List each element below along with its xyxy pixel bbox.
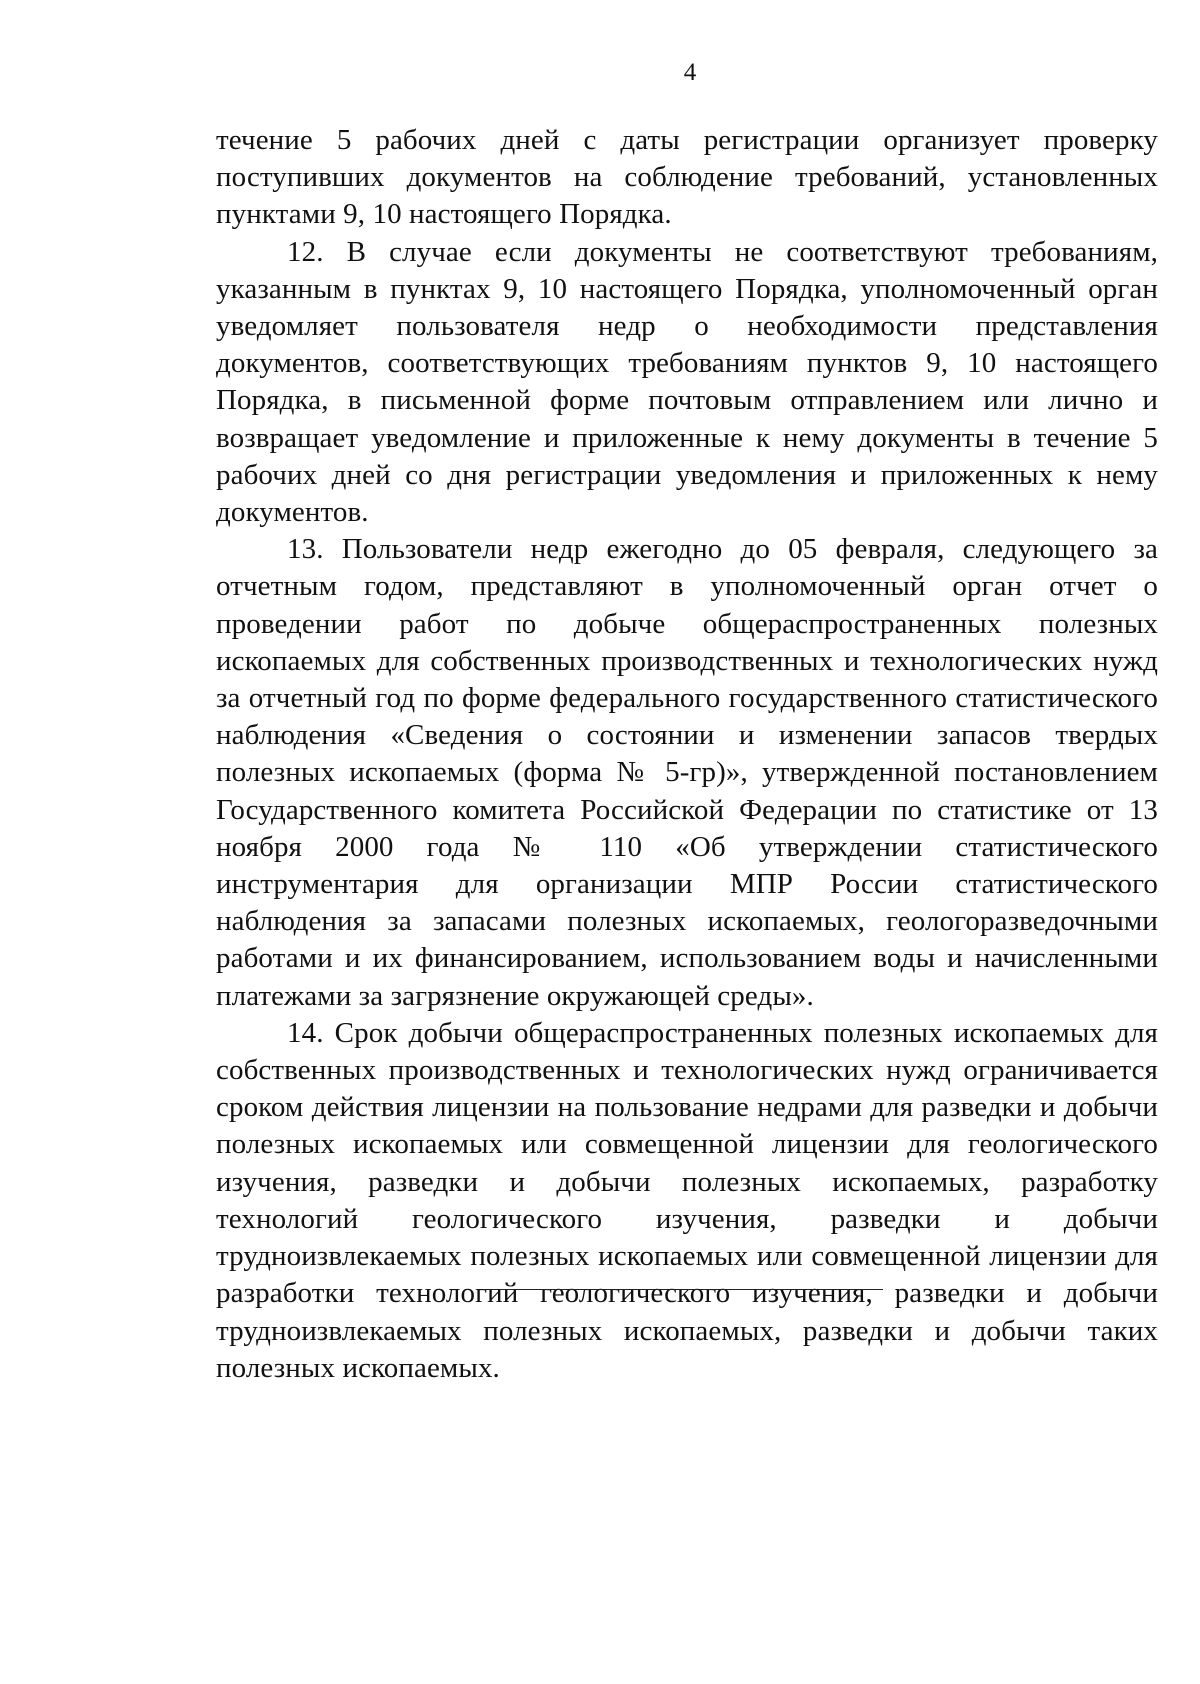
paragraph-continuation: течение 5 рабочих дней с даты регистрации организует проверку поступивших документов на соблюдение требований, установленных пунктами 9, 10 настоящего Порядка. <box>216 124 1158 231</box>
page-number: 4 <box>683 59 697 86</box>
document-body <box>216 122 1158 1387</box>
paragraph-13: 13. Пользователи недр ежегодно до 05 февраля, следующего за отчетным годом, представляют в уполномоченный орган отчет о проведении работ по добыче общераспространенных полезных ископаемых для собственных производственных и технологических нужд за отчетный год по форме федерального государственного статистического наблюдения «Сведения о состоянии и изменении запасов твердых полезных ископаемых (форма № 5-гр)», утвержденной постановлением Государственного комитета Российской Федерации по статистике от 13 ноября 2000 года № 110 «Об утверждении статистического инструментария для организации МПР России статистического наблюдения за запасами полезных ископаемых, геологоразведочными работами и их финансированием, использованием воды и начисленными платежами за загрязнение окружающей среды». <box>216 533 1158 1012</box>
paragraph-12: 12. В случае если документы не соответствуют требованиям, указанным в пунктах 9, 10 настоящего Порядка, уполномоченный орган уведомляет пользователя недр о необходимости представления документов, соответствующих требованиям пунктов 9, 10 настоящего Порядка, в письменной форме почтовым отправлением или лично и возвращает уведомление и приложенные к нему документы в течение 5 рабочих дней со дня регистрации уведомления и приложенных к нему документов. <box>216 235 1158 529</box>
end-of-document-rule <box>483 1289 883 1290</box>
paragraph-14: 14. Срок добычи общераспространенных полезных ископаемых для собственных производственных и технологических нужд ограничивается сроком действия лицензии на пользование недрами для разведки и добычи полезных ископаемых или совмещенной лицензии для геологического изучения, разведки и добычи полезных ископаемых, разработку технологий геологического изучения, разведки и добычи трудноизвлекаемых полезных ископаемых или совмещенной лицензии для разработки технологий геологического изучения, разведки и добычи трудноизвлекаемых полезных ископаемых, разведки и добычи таких полезных ископаемых. <box>216 1016 1158 1384</box>
